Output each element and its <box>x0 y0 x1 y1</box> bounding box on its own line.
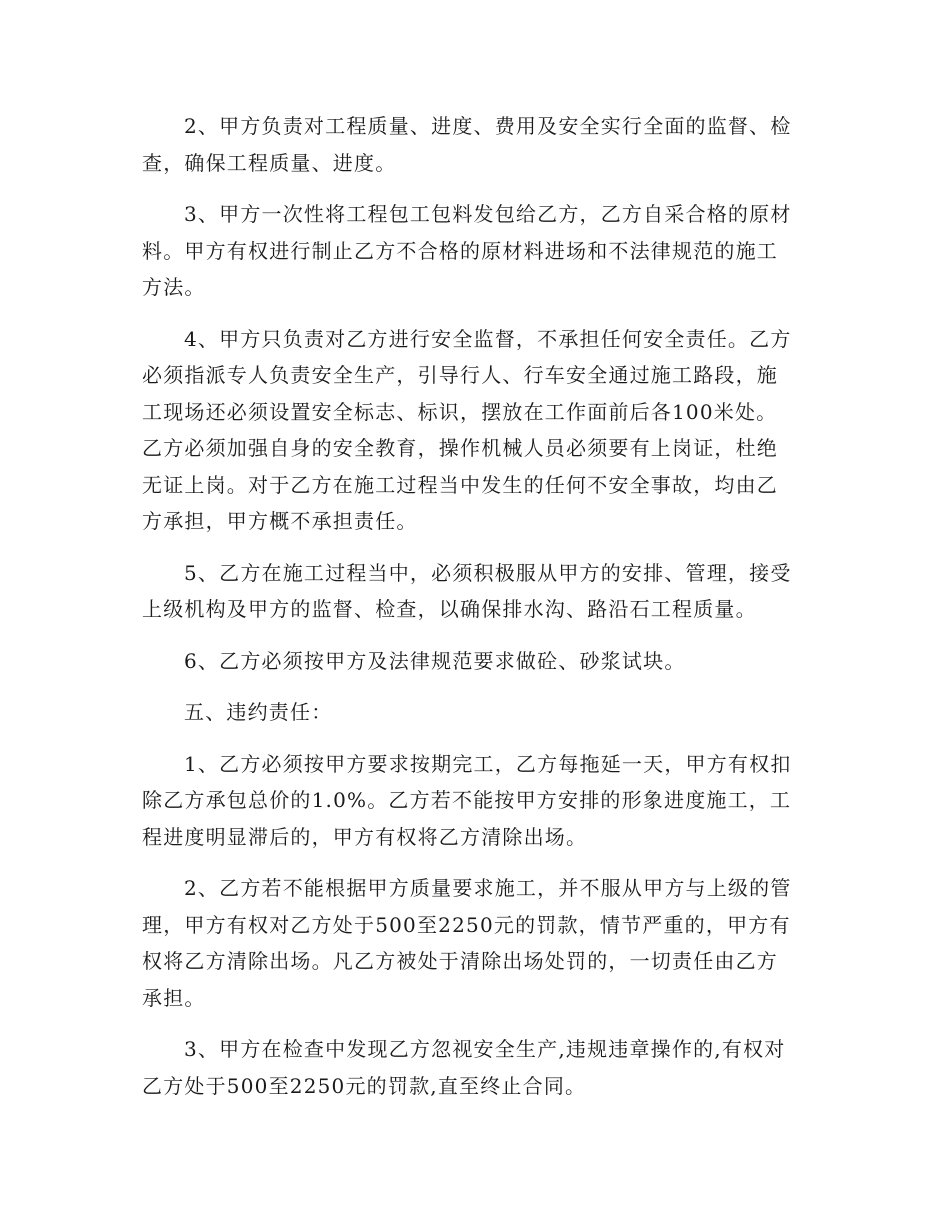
text-line: 乙方必须加强自身的安全教育，操作机械人员必须要有上岗证，杜绝 <box>142 436 778 460</box>
text-line: 方法。 <box>142 275 206 299</box>
text-line: 2、乙方若不能根据甲方质量要求施工，并不服从甲方与上级的管 <box>184 876 792 900</box>
text-line: 5、乙方在施工过程当中，必须积极服从甲方的安排、管理，接受 <box>184 560 792 585</box>
clause-paragraph <box>142 196 808 306</box>
text-line: 方承担，甲方概不承担责任。 <box>142 509 418 533</box>
text-line: 料。甲方有权进行制止乙方不合格的原材料进场和不法律规范的施工 <box>142 238 778 263</box>
text-line: 6、乙方必须按甲方及法律规范要求做砼、砂浆试块。 <box>184 648 686 673</box>
text-line: 工现场还必须设置安全标志、标识，摆放在工作面前后各100米处。 <box>142 399 778 424</box>
penalty-paragraph <box>142 870 808 1016</box>
text-line: 4、甲方只负责对乙方进行安全监督，不承担任何安全责任。乙方 <box>184 326 792 351</box>
text-line: 3、甲方一次性将工程包工包料发包给乙方，乙方自采合格的原材 <box>184 202 792 226</box>
clause-paragraph <box>142 555 808 628</box>
text-line: 无证上岗。对于乙方在施工过程当中发生的任何不安全事故，均由乙 <box>142 472 778 497</box>
text-line: 承担。 <box>142 985 206 1010</box>
text-line: 3、甲方在检查中发现乙方忽视安全生产,违规违章操作的,有权对 <box>184 1037 786 1061</box>
text-line: 权将乙方清除出场。凡乙方被处于清除出场处罚的，一切责任由乙方 <box>142 949 778 973</box>
penalty-paragraph <box>142 746 808 856</box>
text-line: 除乙方承包总价的1.0%。乙方若不能按甲方安排的形象进度施工，工 <box>142 788 792 812</box>
text-line: 理，甲方有权对乙方处于500至2250元的罚款，情节严重的，甲方有 <box>142 912 791 937</box>
text-line: 1、乙方必须按甲方要求按期完工，乙方每拖延一天，甲方有权扣 <box>184 751 792 776</box>
text-line: 2、甲方负责对工程质量、进度、费用及安全实行全面的监督、检 <box>184 114 792 138</box>
clause-paragraph <box>142 643 808 680</box>
text-line: 程进度明显滞后的，甲方有权将乙方清除出场。 <box>142 824 588 849</box>
text-line: 查，确保工程质量、进度。 <box>142 150 397 175</box>
text-line: 乙方处于500至2250元的罚款,直至终止合同。 <box>142 1073 587 1098</box>
clause-paragraph <box>142 108 808 181</box>
section-heading: 五、违约责任： <box>184 700 333 724</box>
document-body <box>142 108 808 1119</box>
text-line: 必须指派专人负责安全生产，引导行人、行车安全通过施工路段，施 <box>142 363 778 387</box>
clause-paragraph <box>142 321 808 540</box>
text-line: 上级机构及甲方的监督、检查，以确保排水沟、路沿石工程质量。 <box>142 597 757 621</box>
penalty-paragraph <box>142 1031 808 1104</box>
